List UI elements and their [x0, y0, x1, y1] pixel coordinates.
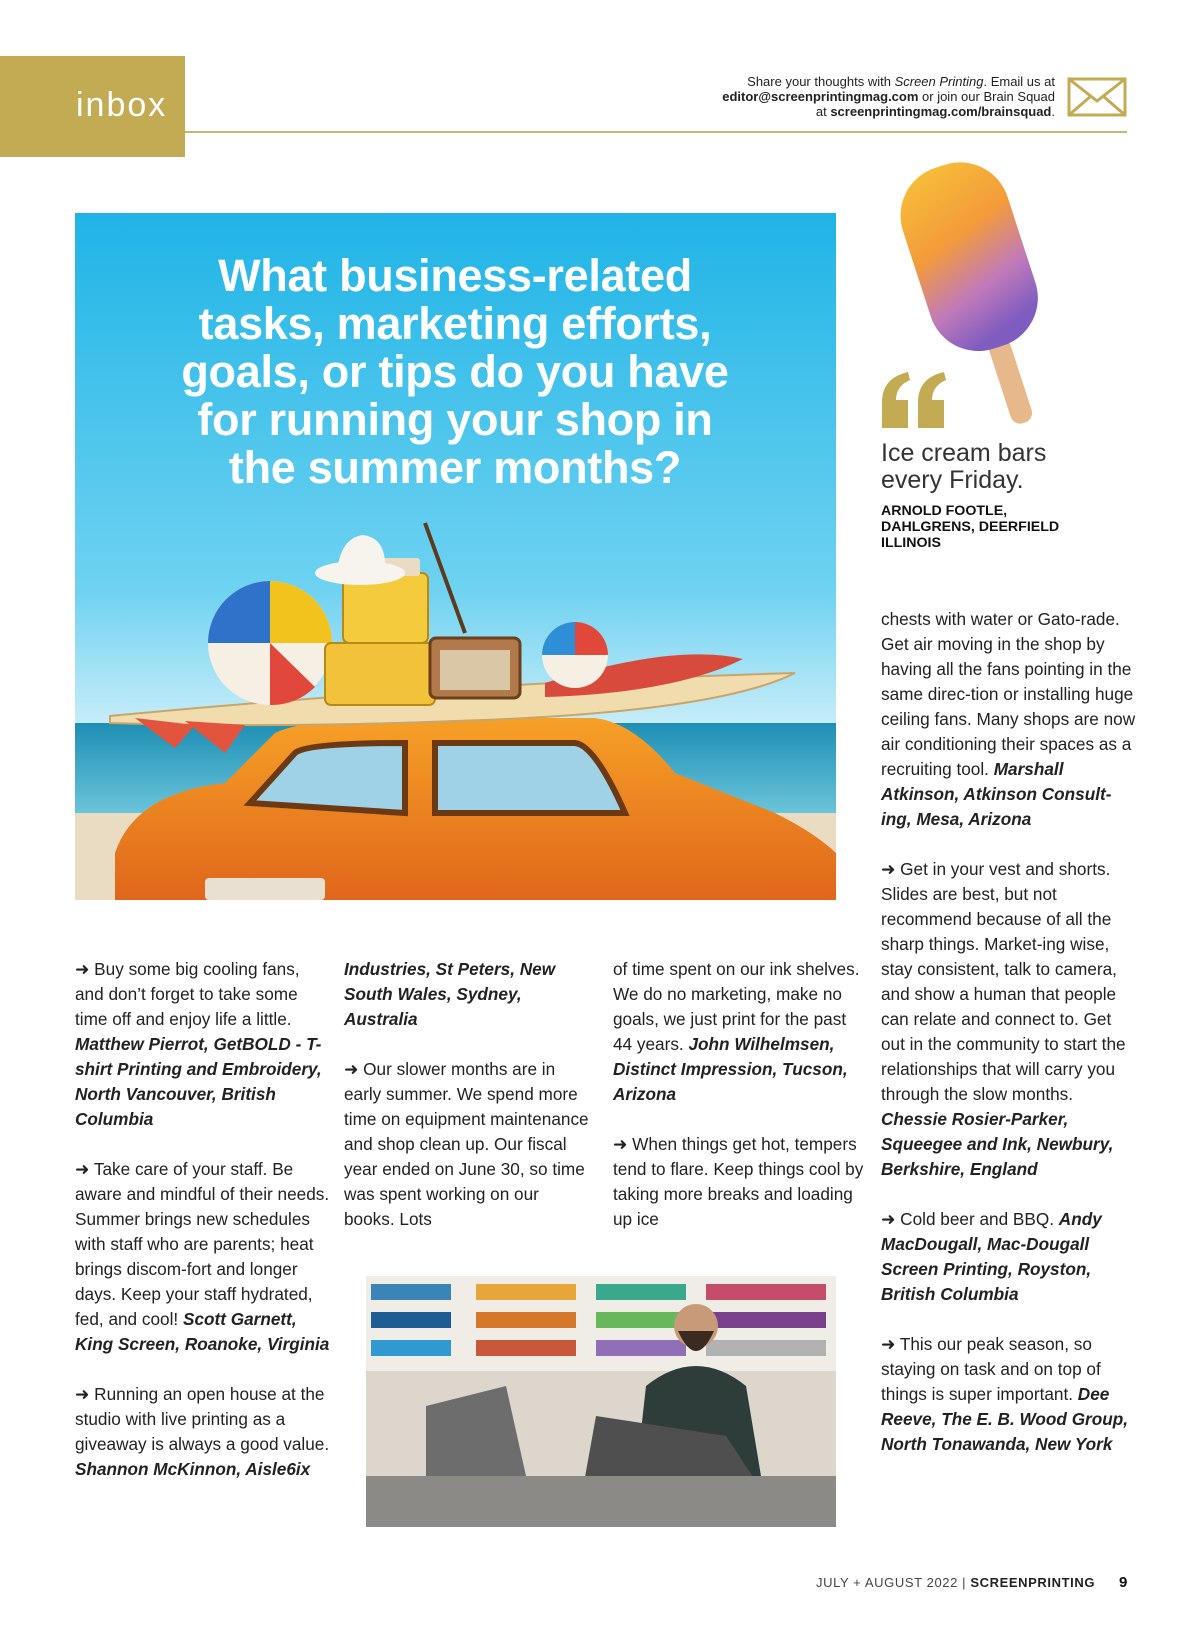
response-attribution: John Wilhelmsen, Distinct Impression, Tucson, Arizona	[613, 1034, 848, 1104]
response-attribution: Marshall Atkinson, Atkinson Consult-ing, Mesa, Arizona	[881, 759, 1112, 829]
response-continued	[881, 607, 1136, 832]
response-attribution: Shannon McKinnon, Aisle6ix	[75, 1459, 311, 1479]
hero-question-line: goals, or tips do you have	[181, 346, 729, 397]
hero-question-line: for running your shop in	[197, 394, 713, 445]
response-text: ➜ When things get hot, tempers tend to flare. Keep things cool by taking more breaks and loading up ice	[613, 1134, 864, 1229]
share-text-3: or join our Brain Squad	[918, 89, 1055, 104]
hero-question-line: tasks, marketing efforts,	[198, 298, 712, 349]
response	[75, 1157, 330, 1357]
section-tab	[0, 56, 185, 157]
pull-quote-attribution-line: DAHLGRENS, DEERFIELD	[881, 519, 1060, 535]
share-email-link[interactable]: editor@screenprintingmag.com	[722, 89, 919, 104]
response	[75, 1382, 330, 1482]
header-rule	[185, 131, 1127, 133]
share-url-link[interactable]: screenprintingmag.com/brainsquad	[830, 104, 1052, 119]
page-footer	[816, 1574, 1128, 1591]
envelope-icon	[1067, 77, 1127, 117]
hero-question	[110, 252, 800, 492]
quote-mark-icon	[880, 370, 950, 430]
response-text: ➜ Our slower months are in early summer. We spend more time on equipment maintenance and shop clean up. Our fiscal year ended on June 30, so time was spent working on our books. Lots	[344, 1059, 589, 1229]
response-text: ➜ Cold beer and BBQ.	[881, 1209, 1059, 1229]
column-3	[613, 957, 868, 1257]
print-shop-photo	[366, 1276, 836, 1527]
response	[881, 1332, 1136, 1457]
column-1	[75, 957, 330, 1507]
response	[344, 1057, 594, 1232]
response-text: ➜ Running an open house at the studio with live printing as a giveaway is always a good value.	[75, 1384, 330, 1454]
response-text: ➜ Take care of your staff. Be aware and mindful of their needs. Summer brings new schedules with staff who are parents; heat brings discom-fort and longer days. Keep your staff hydrated, fed, and cool!	[75, 1159, 330, 1329]
response-attribution: Chessie Rosier-Parker, Squeegee and Ink, Newbury, Berkshire, England	[881, 1109, 1114, 1179]
column-2	[344, 957, 594, 1257]
share-text-5: .	[1051, 104, 1055, 119]
response-attribution: Industries, St Peters, New South Wales, Sydney, Australia	[344, 959, 556, 1029]
response-attribution: Scott Garnett, King Screen, Roanoke, Virginia	[75, 1309, 330, 1354]
hero-question-line: the summer months?	[228, 442, 682, 493]
response-text: ➜ Buy some big cooling fans, and don’t forget to take some time off and enjoy life a little.	[75, 959, 300, 1029]
pull-quote-attribution-line: ARNOLD FOOTLE,	[881, 503, 1008, 519]
share-text-4: at	[815, 104, 831, 119]
page-number: 9	[1119, 1574, 1128, 1591]
response	[881, 1207, 1136, 1307]
response-text: chests with water or Gato-rade. Get air moving in the shop by having all the fans pointing in the same direc-tion or installing huge ceiling fans. Many shops are now air conditioning their spaces as a recruiting tool.	[881, 609, 1136, 779]
column-4	[881, 607, 1136, 1482]
pull-quote-text	[881, 440, 1121, 494]
share-note	[535, 74, 1055, 119]
response-attribution: Matthew Pierrot, GetBOLD - T-shirt Printing and Embroidery, North Vancouver, British Columbia	[75, 1034, 322, 1129]
hero-question-line: What business-related	[218, 250, 692, 301]
response-attribution: Dee Reeve, The E. B. Wood Group, North Tonawanda, New York	[881, 1384, 1129, 1454]
response	[75, 957, 330, 1132]
share-text-2: . Email us at	[983, 74, 1055, 89]
section-label: inbox	[76, 86, 168, 124]
footer-issue: JULY + AUGUST 2022 |	[815, 1575, 971, 1590]
response-attribution: Andy MacDougall, Mac-Dougall Screen Printing, Royston, British Columbia	[881, 1209, 1102, 1304]
footer-magazine: SCREENPRINTING	[970, 1575, 1096, 1590]
response-text: ➜ Get in your vest and shorts. Slides are best, but not recommend because of all the sharp things. Market-ing wise, stay consistent, talk to camera, and show a human that people can relate and connect to. Get out in the community to start the relationships that will carry you through the slow months.	[881, 859, 1126, 1104]
pull-quote-line: every Friday.	[881, 466, 1024, 494]
response-continued	[613, 957, 868, 1107]
response-text: of time spent on our ink shelves. We do no marketing, make no goals, we just print for the past 44 years.	[613, 959, 860, 1054]
pull-quote-attribution-line: ILLINOIS	[881, 535, 941, 551]
pull-quote-attribution	[881, 503, 1131, 551]
share-text-1: Share your thoughts with	[747, 74, 895, 89]
response	[881, 857, 1136, 1182]
response	[613, 1132, 868, 1232]
response-continued	[344, 957, 594, 1032]
pull-quote-line: Ice cream bars	[881, 439, 1047, 467]
response-text: ➜ This our peak season, so staying on task and on top of things is super important.	[881, 1334, 1101, 1404]
share-mag-name: Screen Printing	[894, 74, 984, 89]
